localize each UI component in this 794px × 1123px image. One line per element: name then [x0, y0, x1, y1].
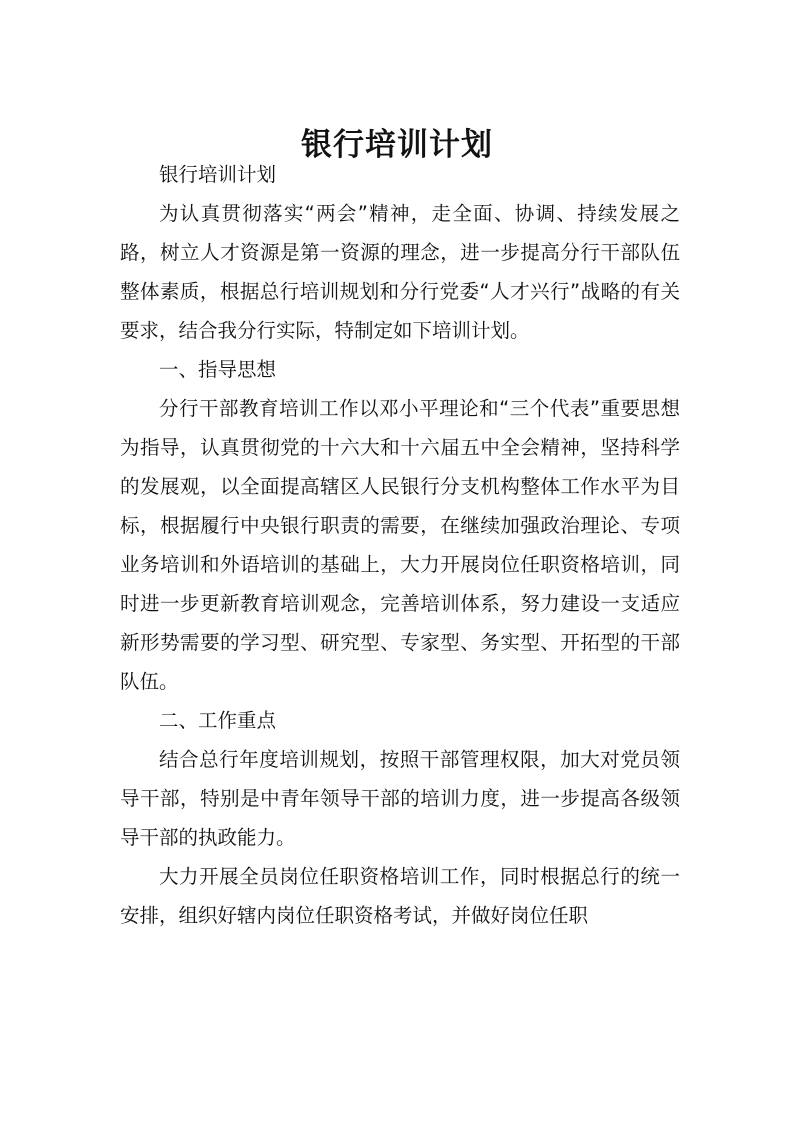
document-title: 银行培训计划: [301, 126, 493, 163]
section-heading-work-focus: 二、工作重点: [159, 709, 277, 732]
work-focus-paragraph-1: 结合总行年度培训规划，按照干部管理权限，加大对党员领导干部，特别是中青年领导干部的培训力度，进一步提高各级领导干部的执政能力。: [120, 748, 680, 849]
section-heading-guiding-ideology: 一、指导思想: [159, 358, 277, 381]
guiding-ideology-paragraph: 分行干部教育培训工作以邓小平理论和“三个代表”重要思想为指导，认真贯彻党的十六大和十六届五中全会精神，坚持科学的发展观，以全面提高辖区人民银行分支机构整体工作水平为目标，根据履行中央银行职责的需要，在继续加强政治理论、专项业务培训和外语培训的基础上，大力开展岗位任职资格培训，同时进一步更新教育培训观念，完善培训体系，努力建设一支适应新形势需要的学习型、研究型、专家型、务实型、开拓型的干部队伍。: [120, 397, 680, 693]
intro-paragraph: 为认真贯彻落实“两会”精神，走全面、协调、持续发展之路，树立人才资源是第一资源的理念，进一步提高分行干部队伍整体素质，根据总行培训规划和分行党委“人才兴行”战略的有关要求，结合我分行实际，特制定如下培训计划。: [120, 202, 680, 342]
subtitle-paragraph: 银行培训计划: [159, 163, 277, 186]
work-focus-paragraph-2: 大力开展全员岗位任职资格培训工作，同时根据总行的统一安排，组织好辖内岗位任职资格考试，并做好岗位任职: [120, 865, 680, 927]
document-body: [120, 155, 680, 935]
